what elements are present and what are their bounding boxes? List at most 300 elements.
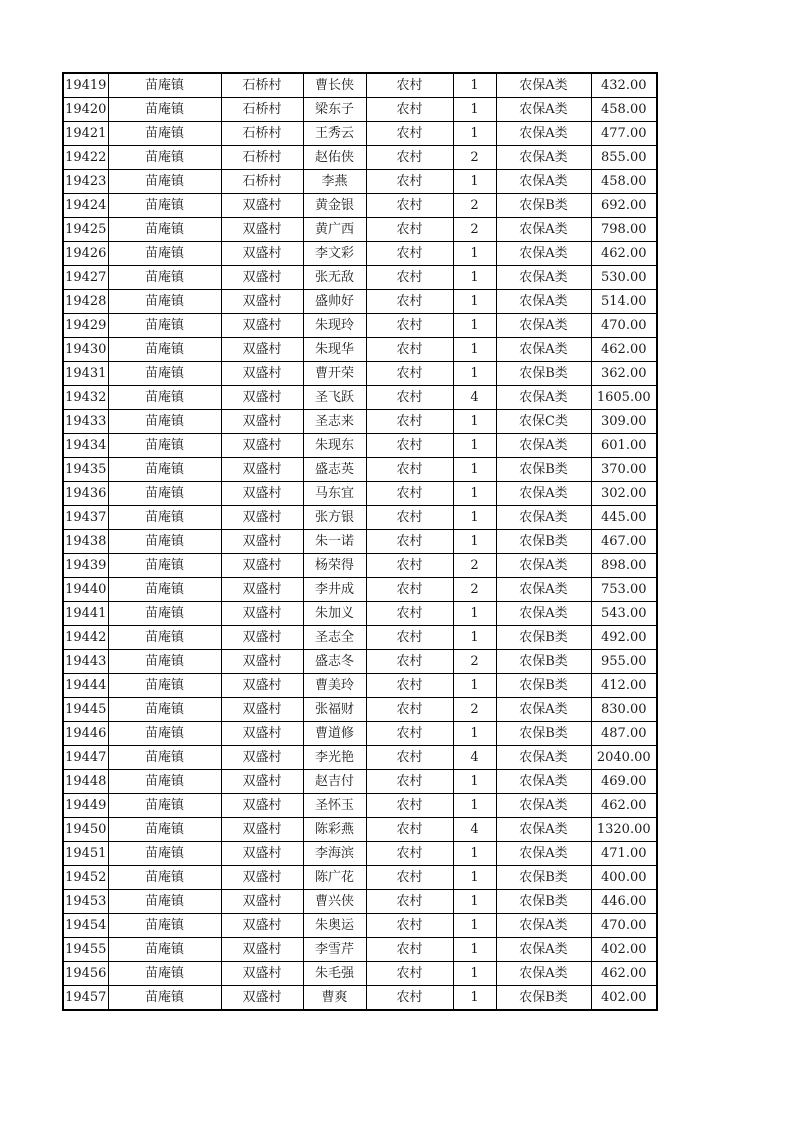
cell-town: 苗庵镇 <box>108 866 221 890</box>
table-row <box>63 170 657 194</box>
cell-amount: 753.00 <box>591 578 657 602</box>
cell-village: 双盛村 <box>221 818 303 842</box>
cell-record-id: 19442 <box>63 626 108 650</box>
cell-village: 双盛村 <box>221 242 303 266</box>
cell-person-name: 赵吉付 <box>303 770 366 794</box>
cell-town: 苗庵镇 <box>108 170 221 194</box>
cell-person-count: 2 <box>453 650 496 674</box>
cell-residence-type: 农村 <box>366 434 453 458</box>
cell-person-count: 1 <box>453 290 496 314</box>
cell-residence-type: 农村 <box>366 794 453 818</box>
cell-amount: 469.00 <box>591 770 657 794</box>
cell-insurance-category: 农保B类 <box>496 194 591 218</box>
cell-record-id: 19439 <box>63 554 108 578</box>
cell-person-name: 黄广西 <box>303 218 366 242</box>
table-row <box>63 122 657 146</box>
table-row <box>63 866 657 890</box>
cell-town: 苗庵镇 <box>108 122 221 146</box>
cell-person-count: 1 <box>453 866 496 890</box>
cell-record-id: 19455 <box>63 938 108 962</box>
cell-town: 苗庵镇 <box>108 914 221 938</box>
cell-town: 苗庵镇 <box>108 818 221 842</box>
cell-residence-type: 农村 <box>366 698 453 722</box>
table-row <box>63 338 657 362</box>
cell-town: 苗庵镇 <box>108 242 221 266</box>
cell-insurance-category: 农保A类 <box>496 434 591 458</box>
cell-person-count: 1 <box>453 506 496 530</box>
cell-record-id: 19422 <box>63 146 108 170</box>
cell-amount: 798.00 <box>591 218 657 242</box>
cell-town: 苗庵镇 <box>108 650 221 674</box>
table-row <box>63 554 657 578</box>
table-row <box>63 746 657 770</box>
table-row <box>63 73 657 98</box>
cell-residence-type: 农村 <box>366 722 453 746</box>
cell-record-id: 19445 <box>63 698 108 722</box>
cell-residence-type: 农村 <box>366 674 453 698</box>
cell-insurance-category: 农保A类 <box>496 506 591 530</box>
cell-record-id: 19443 <box>63 650 108 674</box>
cell-person-name: 盛志英 <box>303 458 366 482</box>
cell-person-name: 曹长侠 <box>303 73 366 98</box>
cell-insurance-category: 农保A类 <box>496 122 591 146</box>
cell-village: 双盛村 <box>221 746 303 770</box>
cell-residence-type: 农村 <box>366 266 453 290</box>
cell-village: 双盛村 <box>221 290 303 314</box>
cell-person-count: 1 <box>453 938 496 962</box>
cell-person-name: 曹道修 <box>303 722 366 746</box>
cell-residence-type: 农村 <box>366 362 453 386</box>
cell-person-count: 4 <box>453 386 496 410</box>
cell-person-name: 圣志来 <box>303 410 366 434</box>
cell-amount: 458.00 <box>591 170 657 194</box>
cell-residence-type: 农村 <box>366 530 453 554</box>
cell-amount: 514.00 <box>591 290 657 314</box>
cell-insurance-category: 农保B类 <box>496 866 591 890</box>
cell-town: 苗庵镇 <box>108 194 221 218</box>
cell-residence-type: 农村 <box>366 410 453 434</box>
cell-insurance-category: 农保A类 <box>496 386 591 410</box>
cell-person-name: 李海滨 <box>303 842 366 866</box>
cell-insurance-category: 农保B类 <box>496 458 591 482</box>
table-body <box>63 73 657 1010</box>
cell-record-id: 19425 <box>63 218 108 242</box>
cell-record-id: 19451 <box>63 842 108 866</box>
cell-record-id: 19426 <box>63 242 108 266</box>
cell-village: 双盛村 <box>221 482 303 506</box>
cell-person-name: 李文彩 <box>303 242 366 266</box>
cell-insurance-category: 农保A类 <box>496 842 591 866</box>
cell-town: 苗庵镇 <box>108 986 221 1011</box>
cell-residence-type: 农村 <box>366 746 453 770</box>
cell-record-id: 19432 <box>63 386 108 410</box>
cell-insurance-category: 农保A类 <box>496 770 591 794</box>
cell-residence-type: 农村 <box>366 218 453 242</box>
cell-record-id: 19435 <box>63 458 108 482</box>
cell-person-name: 马东宜 <box>303 482 366 506</box>
cell-insurance-category: 农保B类 <box>496 530 591 554</box>
cell-record-id: 19440 <box>63 578 108 602</box>
cell-record-id: 19447 <box>63 746 108 770</box>
cell-insurance-category: 农保C类 <box>496 410 591 434</box>
cell-person-count: 2 <box>453 218 496 242</box>
cell-village: 双盛村 <box>221 434 303 458</box>
cell-insurance-category: 农保B类 <box>496 722 591 746</box>
cell-village: 双盛村 <box>221 674 303 698</box>
cell-person-name: 朱加义 <box>303 602 366 626</box>
table-row <box>63 218 657 242</box>
table-row <box>63 146 657 170</box>
cell-village: 双盛村 <box>221 722 303 746</box>
cell-residence-type: 农村 <box>366 386 453 410</box>
cell-person-count: 1 <box>453 73 496 98</box>
table-row <box>63 578 657 602</box>
cell-village: 双盛村 <box>221 314 303 338</box>
roster-table-container <box>62 72 658 1011</box>
cell-record-id: 19419 <box>63 73 108 98</box>
cell-insurance-category: 农保A类 <box>496 938 591 962</box>
cell-insurance-category: 农保A类 <box>496 698 591 722</box>
cell-insurance-category: 农保B类 <box>496 986 591 1011</box>
cell-town: 苗庵镇 <box>108 938 221 962</box>
cell-residence-type: 农村 <box>366 602 453 626</box>
cell-person-name: 曹开荣 <box>303 362 366 386</box>
cell-village: 石桥村 <box>221 73 303 98</box>
cell-person-count: 1 <box>453 794 496 818</box>
cell-insurance-category: 农保A类 <box>496 602 591 626</box>
cell-record-id: 19427 <box>63 266 108 290</box>
cell-residence-type: 农村 <box>366 962 453 986</box>
cell-record-id: 19438 <box>63 530 108 554</box>
table-row <box>63 818 657 842</box>
cell-town: 苗庵镇 <box>108 842 221 866</box>
table-row <box>63 698 657 722</box>
cell-insurance-category: 农保B类 <box>496 626 591 650</box>
cell-person-count: 1 <box>453 770 496 794</box>
cell-amount: 955.00 <box>591 650 657 674</box>
cell-amount: 487.00 <box>591 722 657 746</box>
table-row <box>63 650 657 674</box>
cell-village: 双盛村 <box>221 506 303 530</box>
cell-amount: 370.00 <box>591 458 657 482</box>
cell-person-name: 圣怀玉 <box>303 794 366 818</box>
cell-insurance-category: 农保A类 <box>496 314 591 338</box>
benefit-roster-table <box>62 72 658 1011</box>
table-row <box>63 602 657 626</box>
cell-record-id: 19429 <box>63 314 108 338</box>
table-row <box>63 794 657 818</box>
cell-residence-type: 农村 <box>366 458 453 482</box>
cell-person-count: 1 <box>453 242 496 266</box>
cell-person-count: 1 <box>453 98 496 122</box>
cell-amount: 462.00 <box>591 242 657 266</box>
cell-person-count: 4 <box>453 818 496 842</box>
cell-person-count: 1 <box>453 314 496 338</box>
cell-town: 苗庵镇 <box>108 506 221 530</box>
cell-residence-type: 农村 <box>366 890 453 914</box>
cell-person-count: 1 <box>453 890 496 914</box>
cell-town: 苗庵镇 <box>108 578 221 602</box>
cell-town: 苗庵镇 <box>108 794 221 818</box>
cell-record-id: 19449 <box>63 794 108 818</box>
cell-record-id: 19421 <box>63 122 108 146</box>
cell-insurance-category: 农保A类 <box>496 554 591 578</box>
cell-town: 苗庵镇 <box>108 890 221 914</box>
cell-town: 苗庵镇 <box>108 746 221 770</box>
cell-amount: 402.00 <box>591 986 657 1011</box>
table-row <box>63 722 657 746</box>
cell-person-count: 1 <box>453 338 496 362</box>
cell-village: 石桥村 <box>221 170 303 194</box>
cell-village: 双盛村 <box>221 578 303 602</box>
cell-person-count: 1 <box>453 362 496 386</box>
cell-village: 双盛村 <box>221 842 303 866</box>
cell-town: 苗庵镇 <box>108 770 221 794</box>
cell-record-id: 19431 <box>63 362 108 386</box>
cell-residence-type: 农村 <box>366 650 453 674</box>
cell-record-id: 19450 <box>63 818 108 842</box>
cell-person-count: 1 <box>453 122 496 146</box>
cell-person-count: 2 <box>453 146 496 170</box>
cell-amount: 309.00 <box>591 410 657 434</box>
table-row <box>63 290 657 314</box>
cell-insurance-category: 农保A类 <box>496 266 591 290</box>
cell-record-id: 19436 <box>63 482 108 506</box>
cell-insurance-category: 农保B类 <box>496 650 591 674</box>
cell-amount: 400.00 <box>591 866 657 890</box>
cell-town: 苗庵镇 <box>108 698 221 722</box>
cell-record-id: 19453 <box>63 890 108 914</box>
cell-amount: 530.00 <box>591 266 657 290</box>
cell-amount: 462.00 <box>591 962 657 986</box>
cell-village: 双盛村 <box>221 338 303 362</box>
cell-person-name: 杨荣得 <box>303 554 366 578</box>
cell-town: 苗庵镇 <box>108 602 221 626</box>
cell-insurance-category: 农保A类 <box>496 794 591 818</box>
cell-residence-type: 农村 <box>366 170 453 194</box>
cell-insurance-category: 农保B类 <box>496 362 591 386</box>
cell-insurance-category: 农保A类 <box>496 482 591 506</box>
cell-insurance-category: 农保A类 <box>496 578 591 602</box>
cell-village: 双盛村 <box>221 866 303 890</box>
cell-person-count: 1 <box>453 914 496 938</box>
cell-person-name: 张方银 <box>303 506 366 530</box>
cell-town: 苗庵镇 <box>108 290 221 314</box>
table-row <box>63 890 657 914</box>
cell-insurance-category: 农保A类 <box>496 290 591 314</box>
cell-residence-type: 农村 <box>366 866 453 890</box>
table-row <box>63 386 657 410</box>
cell-record-id: 19437 <box>63 506 108 530</box>
cell-residence-type: 农村 <box>366 73 453 98</box>
table-row <box>63 482 657 506</box>
cell-person-count: 1 <box>453 266 496 290</box>
cell-village: 双盛村 <box>221 530 303 554</box>
cell-insurance-category: 农保A类 <box>496 170 591 194</box>
cell-amount: 362.00 <box>591 362 657 386</box>
cell-record-id: 19424 <box>63 194 108 218</box>
cell-village: 双盛村 <box>221 554 303 578</box>
cell-person-name: 朱一诺 <box>303 530 366 554</box>
cell-village: 双盛村 <box>221 362 303 386</box>
cell-person-count: 2 <box>453 194 496 218</box>
cell-residence-type: 农村 <box>366 122 453 146</box>
cell-amount: 412.00 <box>591 674 657 698</box>
cell-record-id: 19430 <box>63 338 108 362</box>
cell-record-id: 19420 <box>63 98 108 122</box>
cell-person-count: 1 <box>453 626 496 650</box>
cell-amount: 692.00 <box>591 194 657 218</box>
cell-person-name: 李燕 <box>303 170 366 194</box>
cell-record-id: 19454 <box>63 914 108 938</box>
cell-record-id: 19423 <box>63 170 108 194</box>
cell-record-id: 19452 <box>63 866 108 890</box>
cell-residence-type: 农村 <box>366 338 453 362</box>
cell-village: 石桥村 <box>221 98 303 122</box>
cell-town: 苗庵镇 <box>108 386 221 410</box>
cell-person-name: 朱奥运 <box>303 914 366 938</box>
cell-residence-type: 农村 <box>366 506 453 530</box>
cell-amount: 477.00 <box>591 122 657 146</box>
table-row <box>63 986 657 1011</box>
cell-record-id: 19444 <box>63 674 108 698</box>
cell-person-name: 张福财 <box>303 698 366 722</box>
cell-person-name: 王秀云 <box>303 122 366 146</box>
table-row <box>63 410 657 434</box>
cell-amount: 1320.00 <box>591 818 657 842</box>
cell-village: 双盛村 <box>221 458 303 482</box>
cell-town: 苗庵镇 <box>108 410 221 434</box>
cell-amount: 898.00 <box>591 554 657 578</box>
cell-person-name: 盛帅好 <box>303 290 366 314</box>
cell-village: 石桥村 <box>221 146 303 170</box>
cell-village: 双盛村 <box>221 914 303 938</box>
cell-record-id: 19448 <box>63 770 108 794</box>
cell-person-name: 李雪芹 <box>303 938 366 962</box>
cell-person-name: 陈彩燕 <box>303 818 366 842</box>
cell-person-name: 朱现玲 <box>303 314 366 338</box>
cell-record-id: 19457 <box>63 986 108 1011</box>
table-row <box>63 242 657 266</box>
cell-person-name: 曹兴侠 <box>303 890 366 914</box>
cell-village: 双盛村 <box>221 626 303 650</box>
cell-residence-type: 农村 <box>366 818 453 842</box>
cell-amount: 402.00 <box>591 938 657 962</box>
cell-village: 双盛村 <box>221 194 303 218</box>
cell-amount: 467.00 <box>591 530 657 554</box>
cell-residence-type: 农村 <box>366 938 453 962</box>
cell-record-id: 19446 <box>63 722 108 746</box>
cell-insurance-category: 农保A类 <box>496 218 591 242</box>
cell-town: 苗庵镇 <box>108 146 221 170</box>
cell-person-count: 1 <box>453 674 496 698</box>
cell-insurance-category: 农保A类 <box>496 962 591 986</box>
cell-person-count: 1 <box>453 722 496 746</box>
cell-residence-type: 农村 <box>366 554 453 578</box>
cell-person-name: 圣飞跃 <box>303 386 366 410</box>
cell-record-id: 19433 <box>63 410 108 434</box>
cell-town: 苗庵镇 <box>108 626 221 650</box>
cell-amount: 601.00 <box>591 434 657 458</box>
cell-residence-type: 农村 <box>366 914 453 938</box>
cell-town: 苗庵镇 <box>108 314 221 338</box>
cell-person-count: 2 <box>453 698 496 722</box>
cell-person-name: 朱现华 <box>303 338 366 362</box>
cell-town: 苗庵镇 <box>108 674 221 698</box>
cell-village: 双盛村 <box>221 266 303 290</box>
cell-amount: 2040.00 <box>591 746 657 770</box>
cell-person-count: 1 <box>453 842 496 866</box>
cell-residence-type: 农村 <box>366 194 453 218</box>
cell-record-id: 19456 <box>63 962 108 986</box>
cell-person-name: 朱毛强 <box>303 962 366 986</box>
cell-village: 双盛村 <box>221 794 303 818</box>
cell-town: 苗庵镇 <box>108 218 221 242</box>
cell-person-name: 曹爽 <box>303 986 366 1011</box>
cell-insurance-category: 农保A类 <box>496 73 591 98</box>
cell-amount: 471.00 <box>591 842 657 866</box>
cell-insurance-category: 农保A类 <box>496 98 591 122</box>
cell-amount: 458.00 <box>591 98 657 122</box>
cell-village: 双盛村 <box>221 890 303 914</box>
cell-village: 双盛村 <box>221 218 303 242</box>
table-row <box>63 98 657 122</box>
cell-person-count: 1 <box>453 434 496 458</box>
table-row <box>63 194 657 218</box>
cell-amount: 445.00 <box>591 506 657 530</box>
cell-record-id: 19434 <box>63 434 108 458</box>
cell-amount: 470.00 <box>591 914 657 938</box>
cell-person-name: 朱现东 <box>303 434 366 458</box>
cell-amount: 1605.00 <box>591 386 657 410</box>
cell-residence-type: 农村 <box>366 626 453 650</box>
cell-village: 石桥村 <box>221 122 303 146</box>
cell-village: 双盛村 <box>221 386 303 410</box>
cell-residence-type: 农村 <box>366 482 453 506</box>
table-row <box>63 842 657 866</box>
cell-person-name: 李井成 <box>303 578 366 602</box>
cell-village: 双盛村 <box>221 650 303 674</box>
cell-town: 苗庵镇 <box>108 722 221 746</box>
cell-person-count: 1 <box>453 458 496 482</box>
cell-village: 双盛村 <box>221 698 303 722</box>
cell-person-count: 1 <box>453 170 496 194</box>
cell-insurance-category: 农保A类 <box>496 914 591 938</box>
cell-person-count: 2 <box>453 578 496 602</box>
cell-village: 双盛村 <box>221 602 303 626</box>
cell-record-id: 19441 <box>63 602 108 626</box>
cell-record-id: 19428 <box>63 290 108 314</box>
cell-person-count: 1 <box>453 530 496 554</box>
table-row <box>63 434 657 458</box>
cell-person-name: 梁东子 <box>303 98 366 122</box>
cell-village: 双盛村 <box>221 410 303 434</box>
table-row <box>63 362 657 386</box>
cell-residence-type: 农村 <box>366 290 453 314</box>
table-row <box>63 314 657 338</box>
table-row <box>63 938 657 962</box>
cell-residence-type: 农村 <box>366 98 453 122</box>
cell-insurance-category: 农保A类 <box>496 338 591 362</box>
cell-village: 双盛村 <box>221 938 303 962</box>
cell-amount: 543.00 <box>591 602 657 626</box>
cell-amount: 830.00 <box>591 698 657 722</box>
cell-town: 苗庵镇 <box>108 530 221 554</box>
cell-person-count: 4 <box>453 746 496 770</box>
cell-residence-type: 农村 <box>366 578 453 602</box>
table-row <box>63 674 657 698</box>
cell-person-name: 张无敌 <box>303 266 366 290</box>
